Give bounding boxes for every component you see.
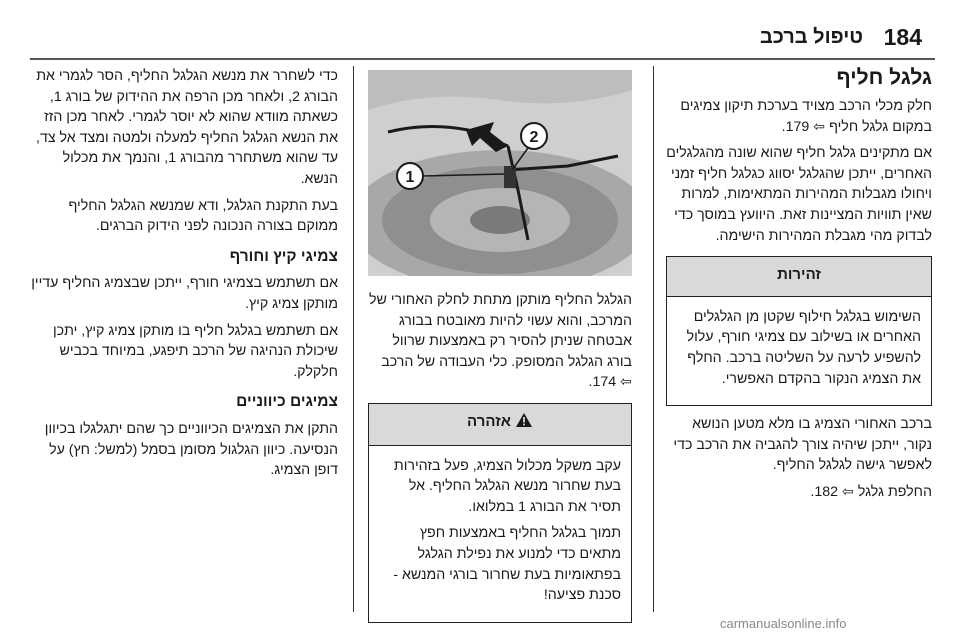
warning-box bbox=[368, 403, 632, 623]
paragraph: הגלגל החליף מותקן מתחת לחלק האחורי של המרכב, והוא עשוי להיות מאובטח בבורג אבטחה שניתן להסיר רק באמצעות שרוול בורג הגלגל המסופק. כלי העבודה של הרכב ⇦ 174. bbox=[369, 292, 632, 391]
paragraph: כדי לשחרר את מנשא הגלגל החליף, הסר לגמרי את הבורג 2, ולאחר מכן הרפה את ההידוק של בורג 1, כשאתה מוודא שהוא לא יוסר לגמרי. לאחר מכן הזז את הנשא הגלגל החליף למעלה ולמטה ומצד אל צד, עד שהוא משתחרר מהבורג 1, והנמך את מכלול הנשא. bbox=[36, 68, 338, 187]
watermark: carmanualsonline.info bbox=[720, 616, 847, 631]
running-title: טיפול ברכב bbox=[760, 26, 864, 48]
paragraph: התקן את הצמיגים הכיווניים כך שהם יתגלגלו בכיוון הנסיעה. כיוון הגלגול מסומן בסמל (למשל: חץ) על דופן הצמיג. bbox=[44, 420, 338, 479]
caution-text: השימוש בגלגל חילוף שקטן מן הגלגלים האחרים או בשילוב עם צמיגי חורף, עלול להשפיע לרעה על השליטה ברכב. החלף את הצמיג הנקור בהקדם האפשרי. bbox=[686, 308, 921, 387]
callout-2: 2 bbox=[529, 129, 539, 146]
page-header bbox=[0, 22, 960, 52]
paragraph: חלק מכלי הרכב מצויד בערכת תיקון צמיגים במקום גלגל חליף ⇦ 179. bbox=[680, 98, 932, 135]
column-divider-right bbox=[653, 66, 654, 612]
warning-text: תמוך בגלגל החליף באמצעות חפץ מתאים כדי למנוע את נפילת הגלגל בפתאומיות בעת שחרור בורגי המנשא - סכנת פציעה! bbox=[393, 525, 621, 604]
paragraph: אם מתקינים גלגל חליף שהוא שונה מהגלגלים האחרים, ייתכן שהגלגל יסווג כגלגל חליף זמני ויחולו מגבלות המהירות המתאימות, למרות שאין תוויות המציינות זאת. היוועץ במוסך כדי לבדוק מהי מגבלת המהירות הישימה. bbox=[666, 145, 932, 244]
header-rule bbox=[30, 58, 935, 60]
paragraph: אם תשתמש בגלגל חליף בו מותקן צמיג קיץ, יתכן שיכולת הנהיגה של הרכב תיפגע, במיוחד בכביש חלקלק. bbox=[52, 322, 338, 380]
warning-triangle-icon bbox=[515, 412, 533, 435]
warning-text: עקב משקל מכלול הצמיג, פעל בזהירות בעת שחרור מנשא הגלגל החליף. אל תסיר את הבורג 1 במלואו. bbox=[393, 457, 621, 515]
paragraph: אם תשתמש בצמיגי חורף, ייתכן שבצמיג החליף עדיין מותקן צמיג קיץ. bbox=[31, 275, 338, 312]
caution-title: זהירות bbox=[667, 257, 931, 297]
section-heading-spare-wheel: גלגל חליף bbox=[836, 66, 932, 89]
spare-wheel-illustration bbox=[368, 70, 632, 276]
right-column bbox=[666, 66, 932, 509]
column-divider-left bbox=[353, 66, 354, 612]
paragraph: החלפת גלגל ⇦ 182. bbox=[810, 483, 932, 500]
section-heading-summer-winter-tyres: צמיגי קיץ וחורף bbox=[229, 247, 338, 265]
middle-column bbox=[368, 290, 632, 631]
warning-title: אזהרה bbox=[467, 412, 511, 430]
paragraph: בעת התקנת הגלגל, ודא שמנשא הגלגל החליף ממוקם בצורה הנכונה לפני הידוק הברגים. bbox=[68, 197, 338, 235]
paragraph: ברכב האחורי הצמיג בו מלא מטען הנושא נקור, ייתכן שיהיה צורך להגביה את הרכב כדי לאפשר גישה לגלגל החליף. bbox=[673, 416, 932, 474]
callout-1: 1 bbox=[405, 169, 415, 186]
warning-header bbox=[369, 404, 631, 446]
page-number: 184 bbox=[883, 24, 922, 50]
underbody-diagram bbox=[368, 70, 632, 276]
section-heading-directional-tyres: צמיגים כיווניים bbox=[236, 393, 338, 411]
left-column bbox=[30, 66, 338, 487]
caution-box bbox=[666, 256, 932, 406]
